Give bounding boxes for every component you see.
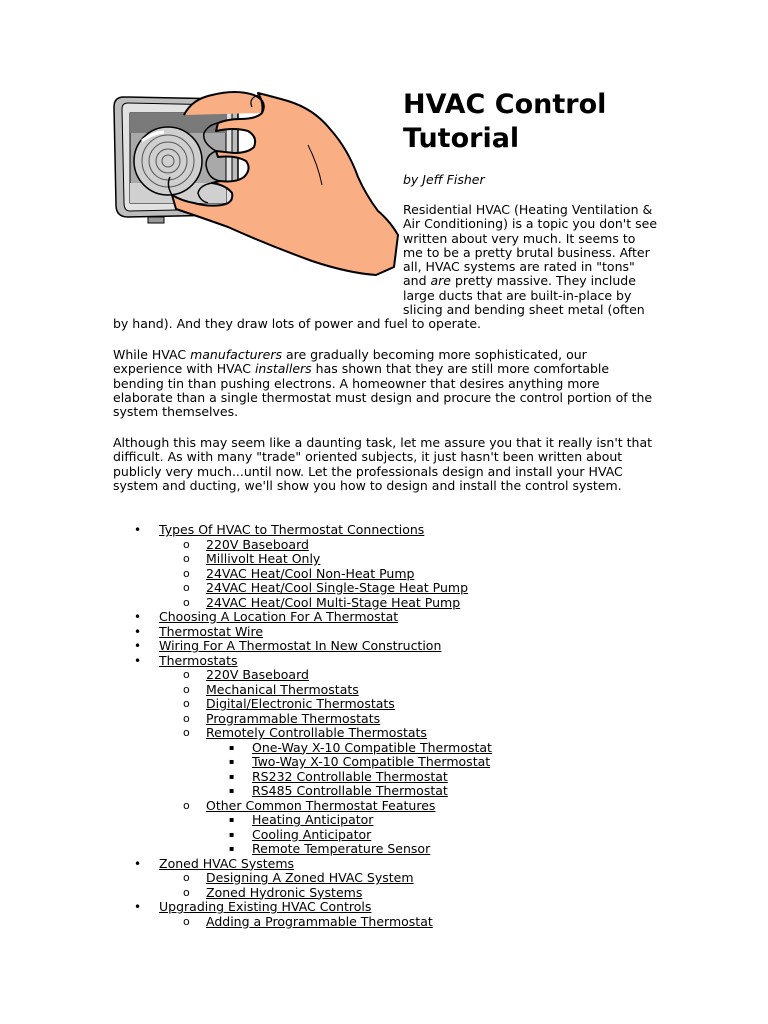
list-bullet: • (134, 639, 142, 653)
intro-p2-text-b: are gradually becoming more sophisticated, our experience with HVAC (113, 347, 587, 377)
list-bullet: o (183, 566, 190, 580)
intro-p2-text-a: While HVAC (113, 347, 191, 362)
list-bullet: • (134, 856, 142, 871)
list-bullet: ▪ (229, 742, 235, 752)
list-bullet: o (183, 871, 190, 884)
toc-link[interactable]: Remotely Controllable Thermostats (206, 725, 427, 740)
toc-item (113, 610, 658, 625)
list-bullet: ▪ (229, 786, 235, 795)
title-line-2: Tutorial (403, 123, 520, 154)
toc-link[interactable]: Programmable Thermostats (206, 710, 381, 726)
toc-link[interactable]: Zoned HVAC Systems (159, 855, 295, 871)
toc-item (113, 799, 658, 814)
page-title (403, 88, 663, 156)
toc-link[interactable]: Millivolt Heat Only (206, 551, 321, 566)
list-bullet: • (134, 653, 142, 668)
list-bullet: o (183, 668, 190, 681)
toc-item (113, 813, 658, 828)
toc-item (113, 784, 658, 799)
toc-item (113, 871, 658, 886)
toc-link[interactable]: Zoned Hydronic Systems (206, 884, 363, 900)
toc-link[interactable]: 24VAC Heat/Cool Multi-Stage Heat Pump (206, 594, 461, 610)
toc-list (113, 523, 658, 929)
list-bullet: • (134, 624, 142, 639)
toc-link[interactable]: Cooling Anticipator (252, 826, 372, 842)
toc-link[interactable]: Designing A Zoned HVAC System (206, 870, 414, 885)
toc-link[interactable]: 220V Baseboard (206, 667, 309, 682)
toc-item (113, 567, 658, 582)
toc-link[interactable]: 24VAC Heat/Cool Non-Heat Pump (206, 565, 415, 581)
toc-item (113, 523, 658, 538)
toc-item (113, 886, 658, 901)
list-bullet: o (183, 682, 190, 696)
toc-item (113, 755, 658, 770)
toc-link[interactable]: RS485 Controllable Thermostat (252, 783, 448, 798)
list-bullet: o (183, 537, 190, 551)
toc-link[interactable]: One-Way X-10 Compatible Thermostat (252, 739, 492, 755)
toc-link[interactable]: Other Common Thermostat Features (206, 797, 436, 813)
toc-item (113, 683, 658, 698)
list-bullet: o (183, 595, 190, 609)
toc-item (113, 538, 658, 553)
list-bullet: • (134, 523, 142, 537)
toc-item (113, 842, 658, 857)
intro-paragraph-2 (113, 348, 658, 419)
list-bullet: o (183, 914, 190, 928)
toc-link[interactable]: Two-Way X-10 Compatible Thermostat (252, 754, 491, 769)
list-bullet: o (183, 581, 190, 594)
toc-link[interactable]: Thermostat Wire (159, 623, 264, 639)
intro-p1-emphasis: are (430, 273, 451, 289)
toc-link[interactable]: Adding a Programmable Thermostat (206, 913, 433, 929)
toc-link[interactable]: Thermostats (159, 652, 238, 668)
toc-link[interactable]: Wiring For A Thermostat In New Construction (159, 638, 442, 653)
toc-item (113, 596, 658, 611)
toc-item (113, 857, 658, 872)
list-bullet: o (183, 726, 190, 739)
list-bullet: o (183, 697, 190, 710)
toc-link[interactable]: Digital/Electronic Thermostats (206, 696, 395, 711)
list-bullet: o (183, 798, 190, 812)
list-bullet: o (183, 885, 190, 899)
toc-link[interactable]: Heating Anticipator (252, 812, 374, 827)
list-bullet: • (134, 610, 142, 624)
author-byline: by Jeff Fisher (403, 172, 485, 187)
toc-item (113, 726, 658, 741)
toc-item (113, 741, 658, 756)
toc-link[interactable]: 24VAC Heat/Cool Single-Stage Heat Pump (206, 580, 469, 595)
toc-item (113, 828, 658, 843)
toc-item (113, 581, 658, 596)
toc-item (113, 552, 658, 567)
intro-paragraph-1 (113, 203, 658, 332)
list-bullet: ▪ (229, 844, 235, 853)
toc-link[interactable]: Types Of HVAC to Thermostat Connections (159, 522, 425, 537)
toc-item (113, 900, 658, 915)
toc-link[interactable]: 220V Baseboard (206, 536, 309, 552)
list-bullet: ▪ (229, 829, 235, 839)
toc-link[interactable]: RS232 Controllable Thermostat (252, 768, 448, 784)
list-bullet: o (183, 552, 190, 565)
toc-item (113, 770, 658, 785)
toc-item (113, 625, 658, 640)
intro-paragraph-3: Although this may seem like a daunting task, let me assure you that it really isn't that difficult. As with many "trade" oriented subjects, it just hasn't been written about publicly very much...until now. Let the professionals design and install your HVAC system and ducting, we'll show you how to design and install the control system. (113, 435, 653, 493)
toc-item (113, 639, 658, 654)
toc-link[interactable]: Mechanical Thermostats (206, 681, 359, 697)
list-bullet: • (134, 900, 142, 914)
list-bullet: o (183, 711, 190, 725)
toc-item (113, 712, 658, 727)
list-bullet: ▪ (229, 757, 235, 766)
toc-item (113, 654, 658, 669)
toc-link[interactable]: Upgrading Existing HVAC Controls (159, 899, 372, 914)
list-bullet: ▪ (229, 771, 235, 781)
toc-item (113, 668, 658, 683)
list-bullet: ▪ (229, 815, 235, 824)
intro-p2-emphasis-1: manufacturers (190, 347, 282, 362)
intro-p1-text-a: Residential HVAC (Heating Ventilation & Air Conditioning) is a topic you don't see written about very much. It seems to me to be a pretty brutal business. After all, HVAC systems are rated in "tons" and (403, 202, 658, 289)
toc-link[interactable]: Choosing A Location For A Thermostat (159, 609, 399, 624)
toc-link[interactable]: Remote Temperature Sensor (252, 841, 431, 856)
toc-item (113, 697, 658, 712)
toc-item (113, 915, 658, 930)
intro-p1-text-b: pretty massive. They include large ducts that are built-in-place by slicing and bending sheet metal (often by hand). And they draw lots of power and fuel to operate. (113, 273, 645, 332)
intro-p2-emphasis-2: installers (254, 361, 312, 377)
table-of-contents (113, 523, 658, 929)
intro-p2-text-c: has shown that they are still more comfortable bending tin than pushing electrons. A homeowner that desires anything more elaborate than a single thermostat must design and procure the control portion of the system themselves. (113, 361, 653, 420)
title-line-1: HVAC Control (403, 89, 607, 120)
